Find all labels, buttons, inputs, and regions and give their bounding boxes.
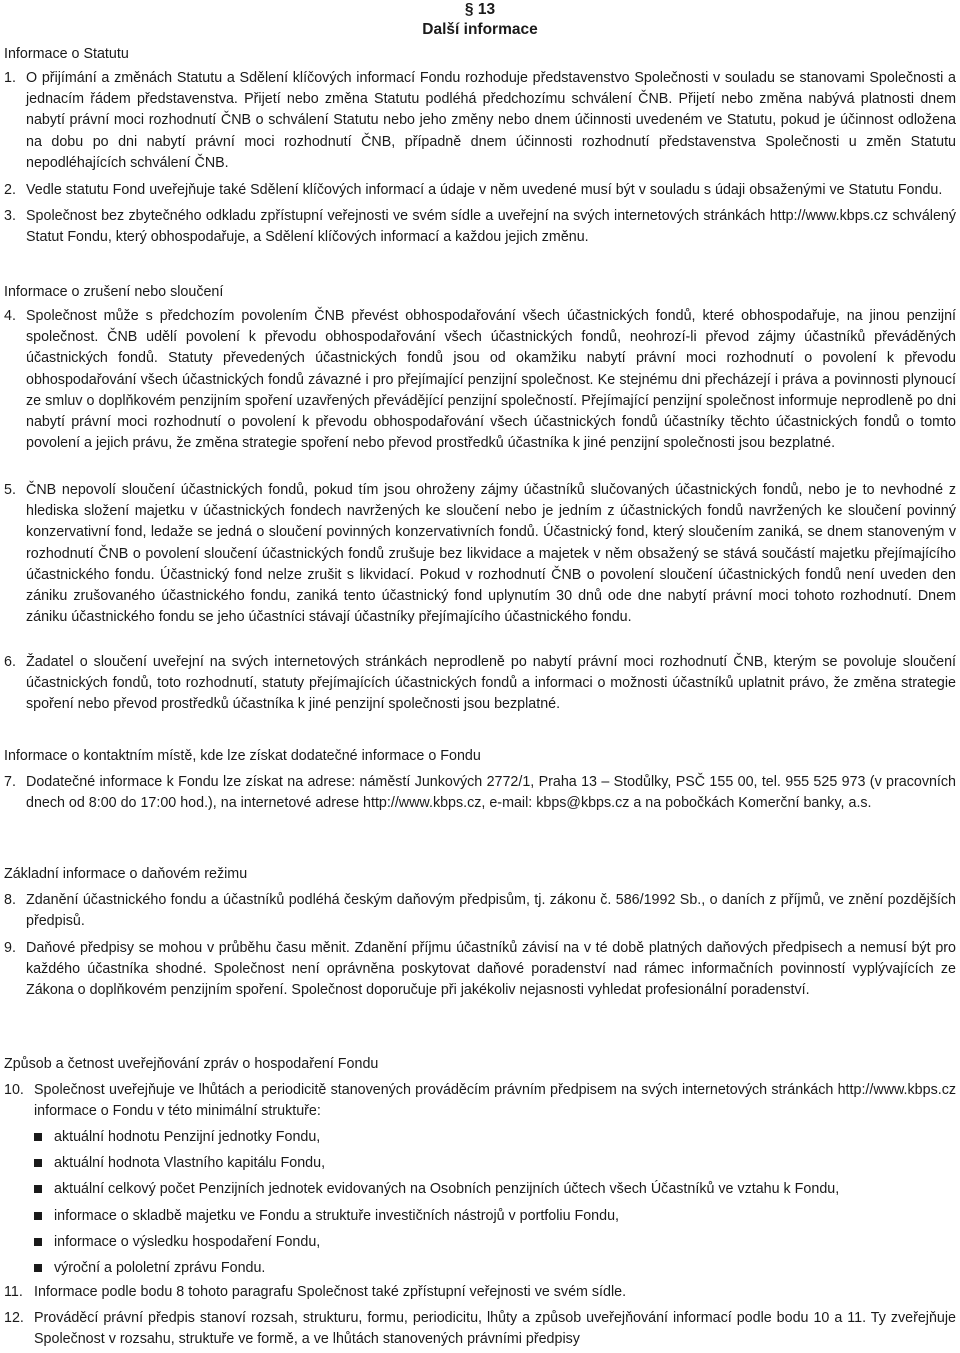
list-item-11 [4,1282,956,1303]
item-text: Společnost uveřejňuje ve lhůtách a periodicitě stanovených prováděcím právním předpisem na svých internetových stránkách http://www.kbps.cz informace o Fondu v této minimální struktuře: [34,1082,956,1120]
bullet-text: informace o výsledku hospodaření Fondu, [54,1233,321,1250]
item-number: 3. [4,208,16,224]
item-text: O přijímání a změnách Statutu a Sdělení klíčových informací Fondu rozhoduje představenstvo Společnosti v souladu se stanovami Společnosti a jednacím řádem představenstva. Přijetí nebo změna Statutu podléhá předchozímu schválení ČNB. Přijetí nebo změna nabývá platnosti dnem nabytí právní moci rozhodnutí ČNB o schválení Statutu nebo jeho změny nebo dnem účinnosti uvedeném ve Statutu, pokud je účinnost odložena na dobu po dni nabytí právní moci rozhodnutí ČNB, případně dnem účinnosti rozhodnutí představenstva Společnosti u změn Statutu nepodléhajících schválení ČNB. [26,70,956,171]
list-item-6 [4,652,956,716]
square-bullet-icon [34,1238,42,1246]
square-bullet-icon [34,1264,42,1272]
square-bullet-icon [34,1212,42,1220]
list-item [34,1176,956,1202]
bullet-text: aktuální celkový počet Penzijních jednotek evidovaných na Osobních penzijních účtech všech Účastníků ve vztahu k Fondu, [54,1181,840,1198]
list-item [34,1124,956,1150]
bullet-text: aktuální hodnota Vlastního kapitálu Fondu, [54,1155,326,1172]
list-item [34,1203,956,1229]
list-item-2 [4,180,956,201]
item-text: Společnost bez zbytečného odkladu zpřístupní veřejnosti ve svém sídle a uveřejní na svých internetových stránkách http://www.kbps.cz schválený Statut Fondu, který obhospodařuje, a Sdělení klíčových informací a každou jejich změnu. [26,208,956,246]
list-item-1 [4,68,956,174]
square-bullet-icon [34,1133,42,1141]
square-bullet-icon [34,1159,42,1167]
item-text: Zdanění účastnického fondu a účastníků podléhá českým daňovým předpisům, tj. zákonu č. 586/1992 Sb., o daních z příjmů, ve znění pozdějších předpisů. [26,892,956,930]
list-item [34,1255,956,1281]
item-number: 7. [4,774,16,790]
item-number: 1. [4,70,16,86]
section-number: § 13 [464,1,496,18]
bullet-text: aktuální hodnotu Penzijní jednotky Fondu, [54,1129,321,1145]
section-title: Další informace [422,21,538,38]
list-item-4 [4,306,956,454]
item-text: Společnost může s předchozím povolením ČNB převést obhospodařování všech účastnických fondů, které obhospodařuje, na jinou penzijní společnost. ČNB udělí povolení k převodu obhospodařování všech účastnických fondů, neohrozí-li převod zájmy účastníků převáděných účastnických fondů. Statuty převedených účastnických fondů jsou od okamžiku nabytí právní moci rozhodnutí o povolení k převodu obhospodařování všech účastnických fondů závazné i pro přejímající penzijní společnost. Ke stejnému dni přecházejí i práva a povinnosti plynoucí ze smluv o doplňkovém penzijním spoření uzavřených převádějící penzijní společností. Přejímající penzijní společnost informuje neprodleně po dni nabytí právní moci rozhodnutí o povolení k převodu obhospodařování všech účastnických fondů účastníky těchto účastnických fondů o tomto povolení a jejich právu, že změna strategie spoření nebo převod prostředků účastníka k jiné penzijní společnosti jsou bezplatné. [26,308,956,452]
item-text: Dodatečné informace k Fondu lze získat na adrese: náměstí Junkových 2772/1, Praha 13 – Stodůlky, PSČ 155 00, tel. 955 525 973 (v pracovních dnech od 8:00 do 17:00 hod.), na internetové adrese http://www.kbps.cz, e-mail: kbps@kbps.cz a na pobočkách Komerční banky, a.s. [26,774,956,812]
item-text: Žadatel o sloučení uveřejní na svých internetových stránkách neprodleně po nabytí právní moci rozhodnutí ČNB, kterým se povoluje sloučení účastnických fondů, toto rozhodnutí, statuty přejímajících účastnických fondů a informaci o možnosti účastníků uplatnit právo, že změna strategie spoření nebo převod prostředků účastníka k jiné penzijní společnosti jsou bezplatné. [26,654,956,713]
list-item [34,1150,956,1176]
bullet-text: informace o skladbě majetku ve Fondu a struktuře investičních nástrojů v portfoliu Fondu, [54,1207,620,1224]
heading-statute: Informace o Statutu [4,46,129,62]
item-number: 9. [4,940,16,956]
item-number: 10. [4,1082,24,1098]
item-number: 12. [4,1310,24,1326]
list-item-8 [4,890,956,932]
list-item-9 [4,938,956,1002]
item-number: 8. [4,892,16,908]
heading-tax: Základní informace o daňovém režimu [4,866,248,882]
square-bullet-icon [34,1185,42,1193]
list-item [34,1229,956,1255]
list-item-12 [4,1308,956,1350]
list-item-7 [4,772,956,814]
item-text: Informace podle bodu 8 tohoto paragrafu Společnost také zpřístupní veřejnosti ve svém sídle. [34,1284,627,1300]
bullet-text: výroční a pololetní zprávu Fondu. [54,1260,266,1277]
heading-contact: Informace o kontaktním místě, kde lze získat dodatečné informace o Fondu [4,748,481,764]
item-text: Prováděcí právní předpis stanoví rozsah, strukturu, formu, periodicitu, lhůty a způsob uveřejňování informací podle bodu 10 a 11. Ty zveřejňuje Společnost v rozsahu, struktuře ve formě, a ve lhůtách stanovených právními předpisy [34,1310,956,1348]
item-number: 4. [4,308,16,324]
item-text: Daňové předpisy se mohou v průběhu času měnit. Zdanění příjmu účastníků závisí na v té době platných daňových předpisech a nemusí být pro každého účastníka shodné. Společnost není oprávněna poskytovat daňové poradenství nad rámec informačních povinností vyplývajících ze Zákona o doplňkovém penzijním spoření. Společnost doporučuje při jakékoliv nejasnosti vyhledat profesionální poradenství. [26,940,956,999]
heading-publication: Způsob a četnost uveřejňování zpráv o hospodaření Fondu [4,1056,379,1072]
item-number: 11. [4,1284,23,1300]
list-item-3 [4,206,956,248]
list-item-10 [4,1080,956,1122]
item-number: 5. [4,482,16,498]
list-item-5 [4,480,956,628]
info-structure-list [34,1124,956,1281]
heading-dissolution: Informace o zrušení nebo sloučení [4,284,224,300]
item-text: Vedle statutu Fond uveřejňuje také Sdělení klíčových informací a údaje v něm uvedené musí být v souladu s údaji obsaženými ve Statutu Fondu. [26,182,943,198]
item-number: 2. [4,182,16,198]
item-text: ČNB nepovolí sloučení účastnických fondů, pokud tím jsou ohroženy zájmy účastníků slučovaných účastnických fondů, nebo je to nevhodné z hlediska složení majetku v účastnických fondech navržených ke sloučení nebo je jedním z účastnických fondů navržených ke sloučení povinný konzervativní fond, ledaže se jedná o sloučení povinných konzervativních fondů. Účastnický fond, který sloučením zaniká, se dnem stanoveným v rozhodnutí ČNB o povolení sloučení účastnických fondů zrušuje bez likvidace a majetek v něm obsažený se stává součástí majetku přejímajícího účastnického fondu. Účastnický fond nelze zrušit s likvidací. Pokud v rozhodnutí ČNB o povolení sloučení účastnických fondů není uveden den zániku zrušovaného účastnického fondu, zaniká tento účastnický fond uplynutím 30 dnů ode dne nabytí právní moci tohoto rozhodnutí. Dnem zániku účastnického fondu se jeho účastníci stávají účastníky přejímajícího účastnického fondu. [26,482,956,626]
item-number: 6. [4,654,16,670]
